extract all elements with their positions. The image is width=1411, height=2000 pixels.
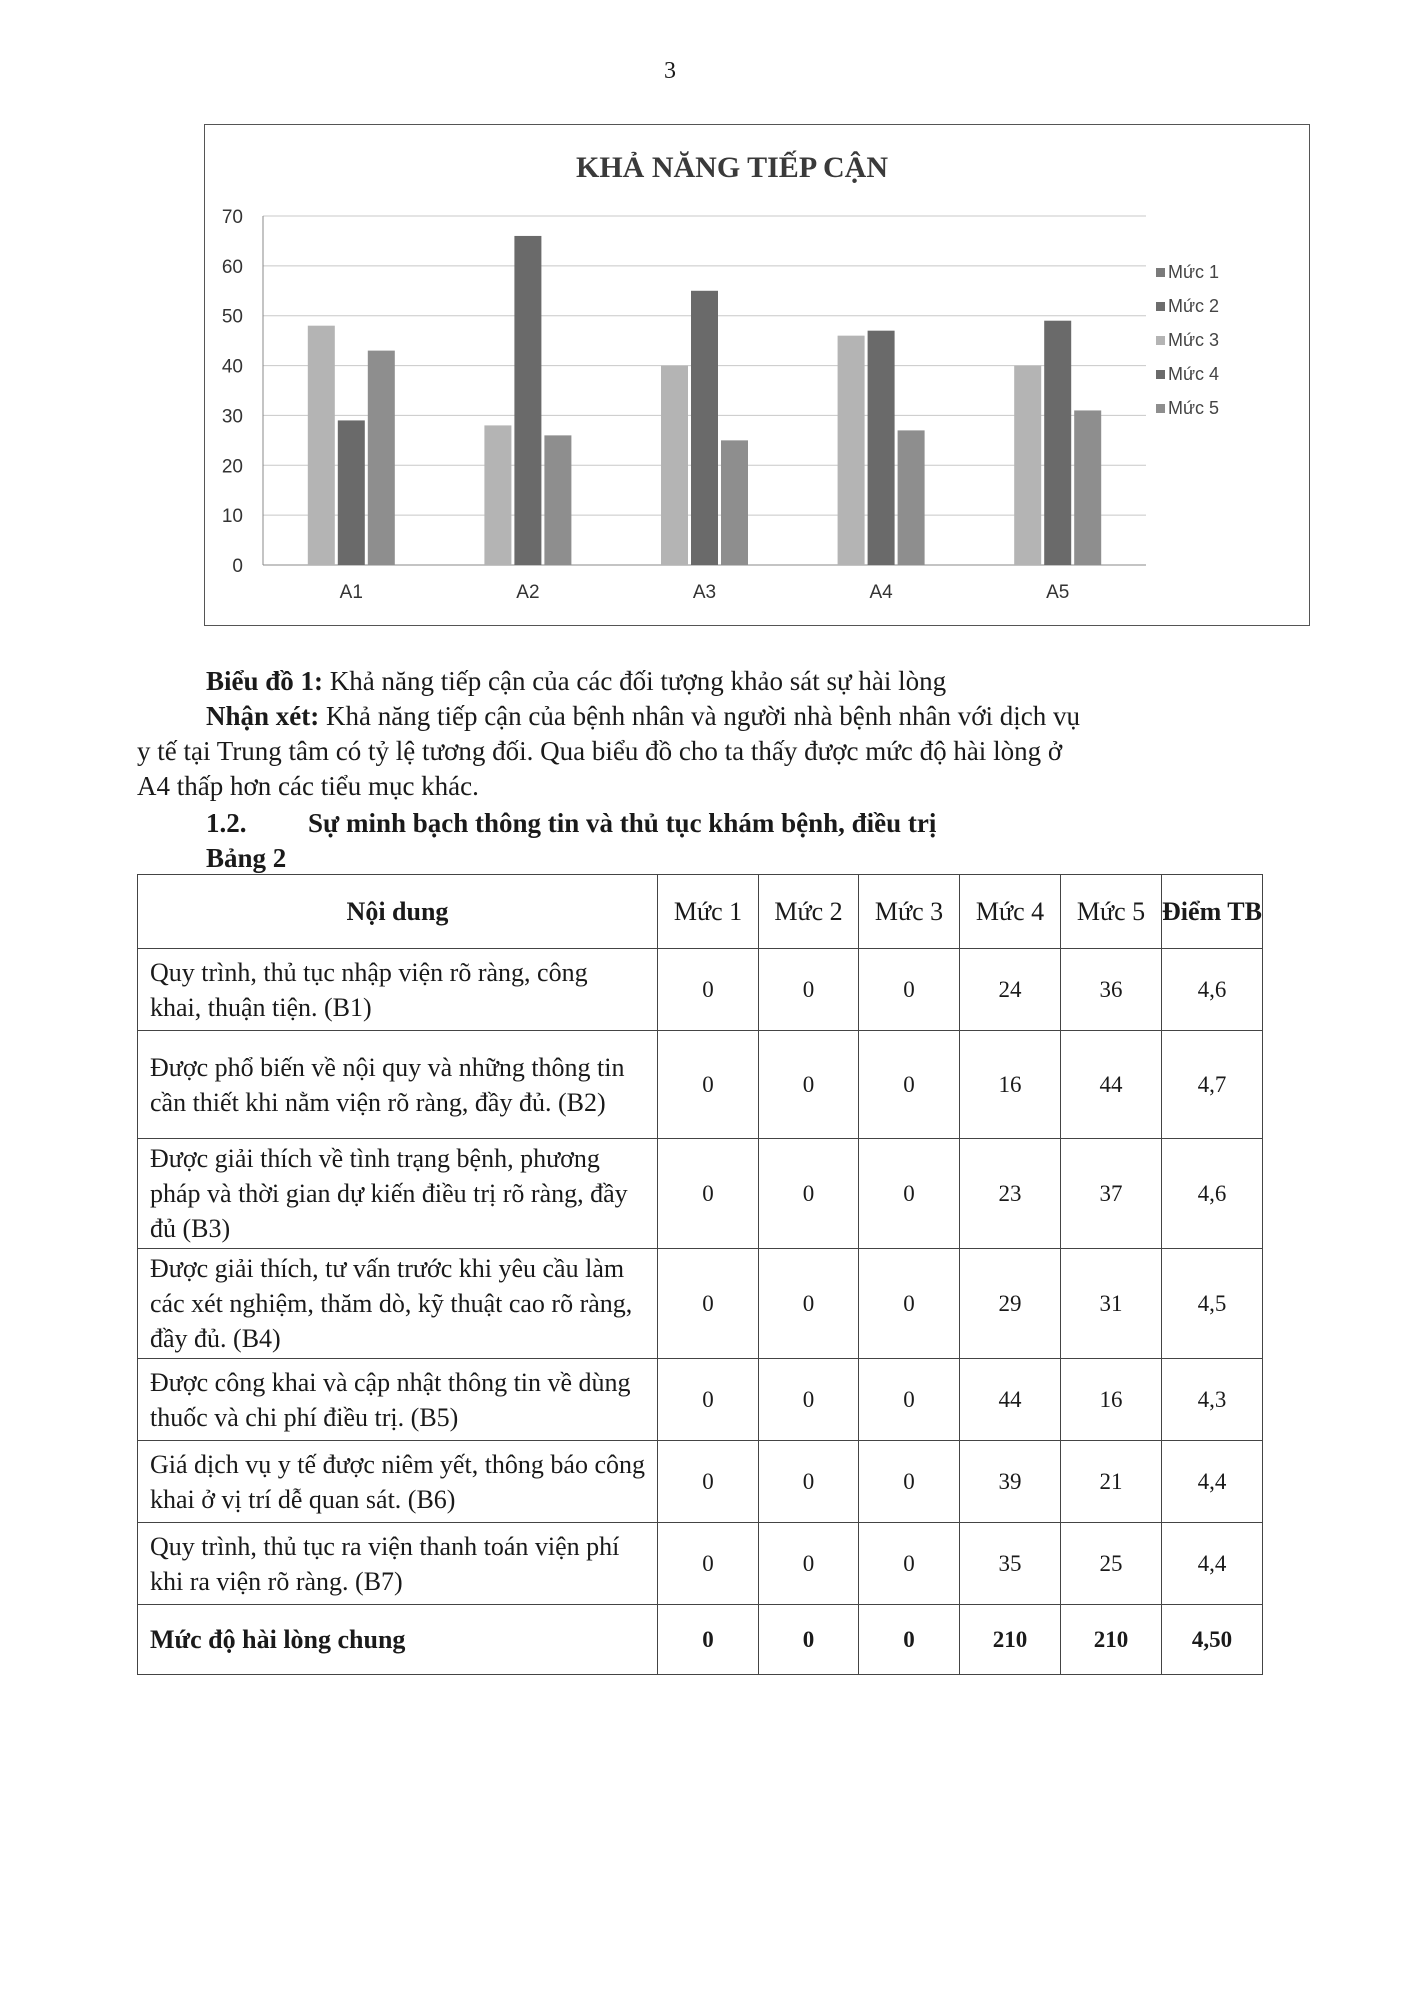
cell-level-2: 0 — [759, 1523, 859, 1605]
bar — [691, 291, 718, 565]
cell-average: 4,5 — [1162, 1249, 1263, 1359]
cell-level-5: 37 — [1061, 1139, 1162, 1249]
x-tick-label: A3 — [692, 582, 717, 603]
cell-level-3: 0 — [859, 1441, 960, 1523]
legend-swatch — [1156, 336, 1165, 345]
header-level-3: Mức 3 — [859, 875, 960, 949]
y-tick-label: 60 — [221, 256, 243, 278]
cell-level-3: 0 — [859, 1139, 960, 1249]
row-content: Quy trình, thủ tục ra viện thanh toán viện phí khi ra viện rõ ràng. (B7) — [138, 1523, 658, 1605]
cell-level-4: 24 — [960, 949, 1061, 1031]
remark-label: Nhận xét: — [206, 701, 320, 731]
table-label: Bảng 2 — [206, 843, 287, 873]
section-number: 1.2. — [206, 808, 247, 838]
cell-level-3: 0 — [859, 1031, 960, 1139]
legend-label: Mức 3 — [1168, 330, 1220, 350]
total-level-4: 210 — [960, 1605, 1061, 1675]
chart-title: KHẢ NĂNG TIẾP CẬN — [576, 151, 888, 184]
chart-svg — [205, 125, 1311, 627]
legend-label: Mức 1 — [1168, 262, 1220, 282]
cell-level-1: 0 — [658, 1031, 759, 1139]
total-level-5: 210 — [1061, 1605, 1162, 1675]
table-row — [138, 1139, 1263, 1249]
header-level-5: Mức 5 — [1061, 875, 1162, 949]
remark-line-1 — [206, 699, 1080, 734]
total-average: 4,50 — [1162, 1605, 1263, 1675]
header-content: Nội dung — [138, 875, 658, 949]
cell-level-3: 0 — [859, 1359, 960, 1441]
bar — [1074, 410, 1101, 565]
table-row — [138, 949, 1263, 1031]
legend-label: Mức 4 — [1168, 364, 1220, 384]
y-tick-label: 20 — [221, 456, 243, 478]
cell-level-2: 0 — [759, 1359, 859, 1441]
x-tick-label: A2 — [516, 582, 540, 603]
cell-average: 4,6 — [1162, 949, 1263, 1031]
cell-level-3: 0 — [859, 1523, 960, 1605]
page-number: 3 — [664, 58, 676, 84]
row-content: Được công khai và cập nhật thông tin về dùng thuốc và chi phí điều trị. (B5) — [138, 1359, 658, 1441]
cell-level-1: 0 — [658, 1441, 759, 1523]
cell-level-5: 16 — [1061, 1359, 1162, 1441]
y-tick-label: 0 — [232, 556, 243, 577]
header-average: Điểm TB — [1162, 875, 1263, 949]
bar — [338, 420, 365, 565]
cell-level-5: 31 — [1061, 1249, 1162, 1359]
cell-level-1: 0 — [658, 1249, 759, 1359]
cell-level-2: 0 — [759, 1139, 859, 1249]
legend-label: Mức 2 — [1168, 296, 1220, 316]
x-tick-label: A5 — [1046, 582, 1070, 603]
bar — [1014, 366, 1041, 565]
cell-level-3: 0 — [859, 949, 960, 1031]
x-tick-label: A1 — [339, 582, 363, 603]
y-tick-label: 10 — [221, 506, 243, 528]
bar-chart — [204, 124, 1310, 626]
remark-text-1: Khả năng tiếp cận của bệnh nhân và người nhà bệnh nhân với dịch vụ — [319, 701, 1080, 731]
total-level-2: 0 — [759, 1605, 859, 1675]
table-header-row — [138, 875, 1263, 949]
bar — [1044, 321, 1071, 565]
bar — [368, 351, 395, 565]
cell-level-5: 25 — [1061, 1523, 1162, 1605]
cell-level-1: 0 — [658, 1359, 759, 1441]
cell-level-4: 39 — [960, 1441, 1061, 1523]
header-level-2: Mức 2 — [759, 875, 859, 949]
cell-level-4: 44 — [960, 1359, 1061, 1441]
cell-level-1: 0 — [658, 1523, 759, 1605]
cell-average: 4,7 — [1162, 1031, 1263, 1139]
cell-average: 4,3 — [1162, 1359, 1263, 1441]
table-total-row — [138, 1605, 1263, 1675]
cell-level-2: 0 — [759, 1031, 859, 1139]
legend-swatch — [1156, 404, 1165, 413]
row-content: Quy trình, thủ tục nhập viện rõ ràng, công khai, thuận tiện. (B1) — [138, 949, 658, 1031]
cell-level-5: 44 — [1061, 1031, 1162, 1139]
cell-average: 4,4 — [1162, 1523, 1263, 1605]
cell-level-2: 0 — [759, 949, 859, 1031]
row-content: Được giải thích, tư vấn trước khi yêu cầu làm các xét nghiệm, thăm dò, kỹ thuật cao rõ ràng, đầy đủ. (B4) — [138, 1249, 658, 1359]
cell-level-5: 36 — [1061, 949, 1162, 1031]
cell-level-4: 29 — [960, 1249, 1061, 1359]
row-content: Được giải thích về tình trạng bệnh, phương pháp và thời gian dự kiến điều trị rõ ràng, đầy đủ (B3) — [138, 1139, 658, 1249]
remark-line-3: A4 thấp hơn các tiểu mục khác. — [137, 771, 479, 801]
bar — [721, 440, 748, 565]
bar — [308, 326, 335, 565]
table-row — [138, 1359, 1263, 1441]
total-level-1: 0 — [658, 1605, 759, 1675]
legend-swatch — [1156, 268, 1165, 277]
bar — [514, 236, 541, 565]
bar — [661, 366, 688, 565]
cell-average: 4,6 — [1162, 1139, 1263, 1249]
caption-text: Khả năng tiếp cận của các đối tượng khảo sát sự hài lòng — [323, 666, 947, 696]
table-row — [138, 1249, 1263, 1359]
remark-line-2: y tế tại Trung tâm có tỷ lệ tương đối. Qua biểu đồ cho ta thấy được mức độ hài lòng ở — [137, 736, 1063, 766]
chart-caption — [206, 664, 946, 699]
x-tick-label: A4 — [869, 582, 893, 603]
cell-level-2: 0 — [759, 1249, 859, 1359]
bar — [484, 425, 511, 565]
cell-level-4: 35 — [960, 1523, 1061, 1605]
total-level-3: 0 — [859, 1605, 960, 1675]
cell-average: 4,4 — [1162, 1441, 1263, 1523]
caption-label: Biểu đồ 1: — [206, 666, 324, 696]
row-content: Giá dịch vụ y tế được niêm yết, thông báo công khai ở vị trí dễ quan sát. (B6) — [138, 1441, 658, 1523]
legend-label: Mức 5 — [1168, 398, 1220, 418]
section-heading — [206, 806, 936, 841]
cell-level-4: 23 — [960, 1139, 1061, 1249]
header-level-1: Mức 1 — [658, 875, 759, 949]
cell-level-1: 0 — [658, 949, 759, 1031]
row-content: Được phổ biến về nội quy và những thông tin cần thiết khi nằm viện rõ ràng, đầy đủ. (B2) — [138, 1031, 658, 1139]
y-tick-label: 50 — [221, 306, 243, 328]
cell-level-3: 0 — [859, 1249, 960, 1359]
table-row — [138, 1523, 1263, 1605]
bar — [838, 336, 865, 565]
data-table — [137, 874, 1263, 1675]
table-row — [138, 1441, 1263, 1523]
cell-level-1: 0 — [658, 1139, 759, 1249]
y-tick-label: 70 — [221, 207, 243, 228]
cell-level-5: 21 — [1061, 1441, 1162, 1523]
bar — [898, 430, 925, 565]
table-row — [138, 1031, 1263, 1139]
header-level-4: Mức 4 — [960, 875, 1061, 949]
legend-swatch — [1156, 370, 1165, 379]
y-tick-label: 30 — [221, 406, 243, 428]
y-tick-label: 40 — [221, 356, 243, 378]
cell-level-4: 16 — [960, 1031, 1061, 1139]
chart-legend — [1156, 262, 1219, 418]
total-content: Mức độ hài lòng chung — [138, 1605, 658, 1675]
cell-level-2: 0 — [759, 1441, 859, 1523]
bar — [868, 331, 895, 565]
legend-swatch — [1156, 302, 1165, 311]
section-title: Sự minh bạch thông tin và thủ tục khám bệnh, điều trị — [308, 808, 937, 838]
bar — [544, 435, 571, 565]
